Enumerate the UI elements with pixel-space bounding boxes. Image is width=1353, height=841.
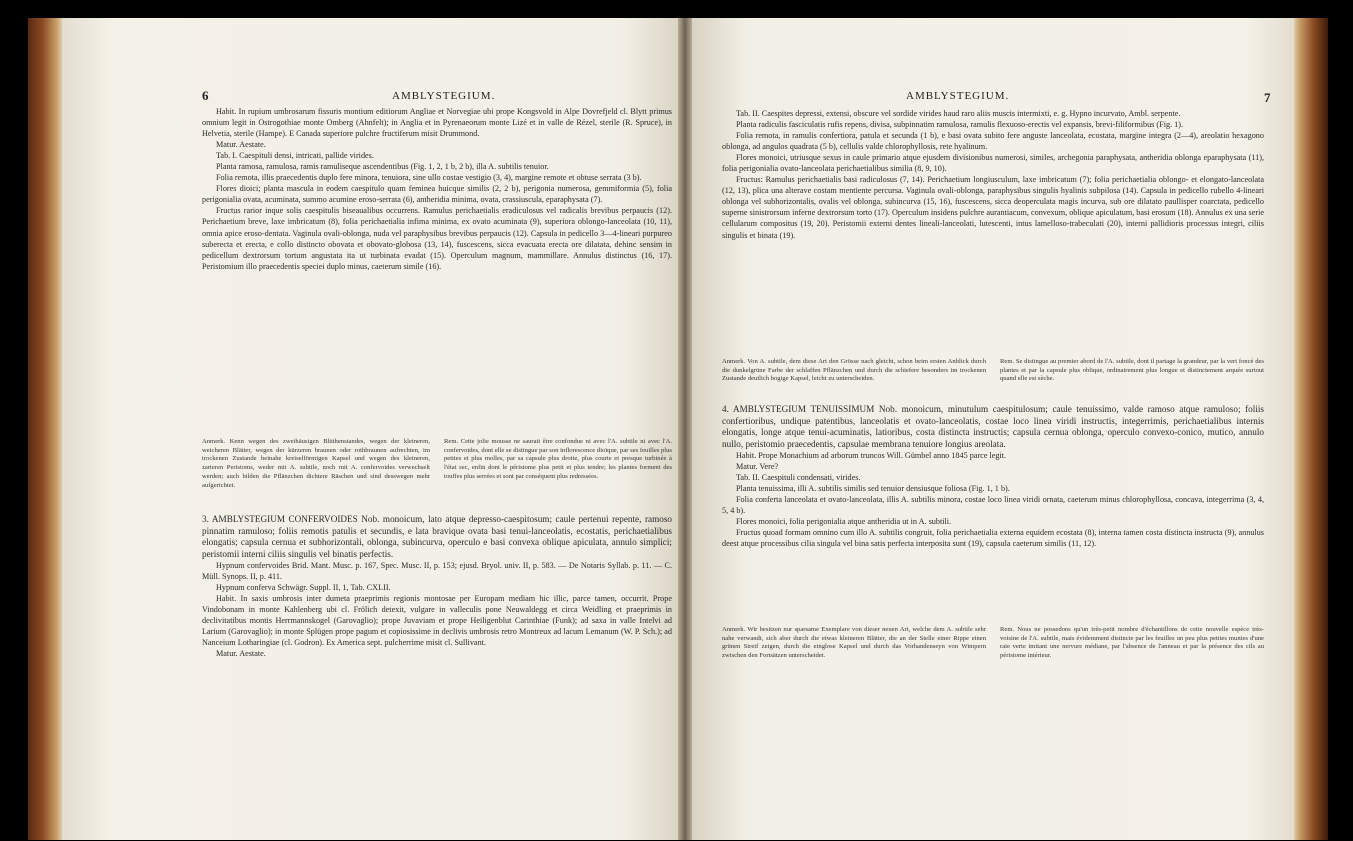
- running-header: AMBLYSTEGIUM.: [392, 90, 496, 102]
- footnote-german-2: [722, 626, 986, 661]
- footnote-french-2: [1000, 626, 1264, 661]
- book-gutter: [678, 18, 692, 840]
- footnote-french: [444, 438, 672, 482]
- paragraph: Flores dioici; planta mascula in eodem caespitulo quam feminea huicque similis (2, 2 b), perigonia numerosa, gemmiformia (5), folia perigonialia ovata, acuminata, summo acumine eroso-serrata (6), antheridia minima, ovata, crassiuscula, eparaphysata (7).: [202, 184, 672, 205]
- paragraph: Matur. Aestate.: [216, 140, 266, 150]
- species-heading: 4. AMBLYSTEGIUM TENUISSIMUM Nob. monoicum, minutulum caespitulosum; caule tenuissimo, valde ramoso atque ramuloso; foliis confertioribus, undique patentibus, lanceolatis et ovato-lanceolatis, costae loco linea viridi instructis, integerrimis, perichaetialibus internis elongatis, longe atque tenui-acuminatis, latioribus, costa distincta instructis; capsula cernua oblonga, operculo convexo-conico, mutico, annulo nullo, peristomio praecedentis, capsulae membrana tenuiore longius areolata.: [722, 404, 1264, 449]
- synonym: Hypnum confervoides Brid. Mant. Musc. p. 167, Spec. Musc. II, p. 153; ejusd. Bryol. univ. II, p. 583. — De Notaris Syllab. p. 11. — C. Müll. Synops. II, p. 411.: [202, 561, 672, 582]
- paragraph: Flores monoici, folia perigonialia atque antheridia ut in A. subtili.: [736, 517, 952, 527]
- left-page-edges: [28, 18, 64, 840]
- note-text: Rem. Nous ne possedons qu'un très-petit nombre d'échantillons de cette nouvelle espèce très-voisine de l'A. subtile, mais évidemment distincte par les feuilles un peu plus petites munies d'une raie verte imitant une nervure médiane, par l'absence de l'anneau et par la présence des cils au péristome intérieur.: [1000, 626, 1264, 660]
- left-main-text: [202, 106, 672, 272]
- paragraph: Tab. II. Caespituli condensati, virides.: [736, 473, 861, 483]
- note-text: Rem. Se distingue au premier abord de l'A. subtile, dont il partage la grandeur, par la vert foncé des plantes et par la capsule plus oblique, ordinairement plus longue et distinctement arquée surtout quand elle est sèche.: [1000, 358, 1264, 383]
- species-heading: 3. AMBLYSTEGIUM CONFERVOIDES Nob. monoicum, lato atque depresso-caespitosum; caule pertenui repente, ramoso pinnatim ramuloso; foliis remotis patulis et secundis, e lata bravique ovata basi tenui-lanceolatis, ecostatis, perichaetialibus elongatis; capsula cernua et subhorizontali, oblonga, subincurva, operculo e basi convexa oblique apiculata, annulo simplici; peristomii interni ciliis singulis vel binatis perfectis.: [202, 514, 672, 559]
- running-header: AMBLYSTEGIUM.: [906, 90, 1010, 102]
- paragraph: Flores monoici, utriusque sexus in caule primario atque ejusdem divisionibus numerosi, similes, archegonia paraphysata, antheridia oblonga eparaphysata (11), folia perigonialia ovato-lanceolata perichaetialibus similia (8, 9, 10).: [722, 153, 1264, 174]
- paragraph: Planta radiculis fasciculatis rufis repens, divisa, subpinnatim ramulosa, ramulis flexuoso-erectis vel expansis, brevi-filiformibus (Fig. 1).: [736, 120, 1184, 130]
- paragraph: Fructus quoad formam omnino cum illo A. subtilis congruit, folia perichaetialia externa equidem ecostata (8), interna tamen costa distincta instructa (9), annulus deest atque processibus cilia singula vel bina satis perfecta interposita sunt (19), capsula caeterum similis (11, 12).: [722, 528, 1264, 549]
- paragraph: Folia remota, in ramulis confertiora, patula et secunda (1 b), e basi ovata subito fere anguste lanceolata, ecostata, margine integra (2—4), areolatio hexagono oblonga, ad angulos quadrata (5 b), cellulis valde chlorophyllosis, rete hyalinum.: [722, 131, 1264, 152]
- paragraph: Planta tenuissima, illi A. subtilis similis sed tenuior densiusque foliosa (Fig. 1, 1 b).: [736, 484, 1010, 494]
- right-page: [686, 18, 1294, 840]
- footnote-german: [722, 358, 986, 384]
- footnote-german: [202, 438, 430, 490]
- species-4-section: [722, 400, 1264, 549]
- habitat: Habit. In saxis umbrosis inter dumeta praeprimis regionis montosae per Europam mediam hic illic, parce tamen, occurrit. Prope Vindobonam in monte Kahlenberg ubi cl. Frölich detexit, vulgare in valleculis pone Neuwaldegg et circa Weidling et praeprimis in declivitatibus montis Herrmannskogel (Garovaglio); prope Juvaviam et prope Heiligenblut Carinthiae (Funk); ad saxa in valle Intelvi ad Larium (Garovaglio); in monte Splügen prope pagum et copiosissime in declivis umbrosis retro Montreux ad lacum Lemanum (W. P. Sch.); ad Nanceium Lotharingiae (cl. Godron). Ex America sept. pulcherrime misit cl. Sullivant.: [202, 594, 672, 648]
- left-page: [62, 18, 684, 840]
- paragraph: Tab. I. Caespituli densi, intricati, pallide virides.: [216, 151, 374, 161]
- note-text: Anmerk. Kenn wegen des zweihäusigen Blüthenstandes, wegen der kleineren, weicheren Blätter, wegen der kürzeren braunen oder rothbraunen aufrechten, im trockenen Zustande beinahe kreiselförmigen Kapsel und wegen des kleineren, zarteren Peristoms, weder mit A. subtile, noch mit A. confervoides verwechselt werden; auch bilden die Pflänzchen dichtere Räschen und sind desswegen mehr aufgerichtet.: [202, 438, 430, 489]
- paragraph: Folia remota, illis praecedentis duplo fere minora, tenuiora, sine ullo costae vestigio (3, 4), margine remote et obtuse serrata (3 b).: [216, 173, 642, 183]
- paragraph: Fructus rarior inque solis caespitulis biseaualibus occurrens. Ramulus perichaetialis eradiculosus vel radicalis brevibus perpaucis (12). Perichaetium breve, laxe imbricatum (8), folia perichaetialia infima minima, ex ovato acuminata (9), superiora oblongo-lanceolata (10, 11), omnia apice eroso-dentata. Vaginula ovali-oblonga, nuda vel paraphysibus brevibus perpaucis (12). Capsula in pedicello 3—4-lineari purpureo suberecta et erecta, e collo distincto obovata et obovato-globosa (13, 14), fuscescens, sicca evacuata erecta ore dilatata, dehinc sensim in pedicellum dextrorsum tortum angustata ita ut turbinata evadat (15). Operculum magnum, mammillare. Annulus distinctus (16, 17). Peristomium illo praecedentis speciei duplo minus, caeterum simile (16).: [202, 206, 672, 271]
- right-main-text: [722, 108, 1264, 241]
- page-number: 7: [1264, 90, 1271, 105]
- habitat: Habit. Prope Monachium ad arborum truncos Will. Gümbel anno 1845 parce legit.: [736, 451, 1007, 460]
- paragraph: Planta ramosa, ramulosa, ramis ramuliseque ascendentibus (Fig. 1, 2, 1 b, 2 b), illa A. subtilis tenuior.: [216, 162, 549, 172]
- paragraph: Tab. II. Caespites depressi, extensi, obscure vel sordide virides haud raro aliis muscis intermixti, e. g. Hypno incurvato, Ambl. serpente.: [736, 109, 1181, 118]
- note-text: Anmerk. Wir besitzen nur sparsame Exemplare von dieser neuen Art, welche dem A. subtile sehr nahe verwandt, sich aber durch die etwas kleineren Blätter, die an der Stelle einer Rippe einen grünen Streif zeigen, durch die einglose Kapsel und durch das Vorhandenseyn von Wimpern zwischen den Fortsätzen unterscheidet.: [722, 626, 986, 660]
- right-page-edges: [1292, 18, 1328, 840]
- note-text: Anmerk. Von A. subtile, dem diese Art den Grösse nach gleicht, schon beim ersten Anblick durch die dunkelgrüne Farbe der schlaffen Pflänzchen und durch die schiefere besonders im trockenen Zustande deutlich bogige Kapsel, leicht zu unterscheiden.: [722, 358, 986, 383]
- paragraph: Habit. In rupium umbrosarum fissuris montium editiorum Angliae et Norvegiae ubi prope Kongsvold in Alpe Dovrefjeld cl. Blytt primus omnium legit in Ostrogothiae monte Omberg (Ahnfelt); in Anglia et in Pyrenaeorum monte Lizé et in valle de Rézel, sterile (R. Spruce), in Helvetia, sterile (Hampe). E Canada superiore pulchre fructiferum misit Drummond.: [202, 107, 672, 139]
- paragraph: Fructus: Ramulus perichaetialis basi radiculosus (7, 14). Perichaetium longiusculum, laxe imbricatum (7); folia perichaetialia oblongo- et elongato-lanceolata (12, 13), plica una alterave costam mentiente percursa. Vaginula ovali-oblonga, paraphysibus singulis hyalinis subpilosa (14). Capsula in pedicello rubello 4-lineari oblonga vel subhorizontalis, ovalis vel oblonga, subincurva (15, 16), fuscescens, sicca deoperculata magis incurva, sub ore dilatato paullisper coarctata, pedicello superne sinistrorsum inferne dextrorsum torto (17). Operculum insidens pulchre aurantiacum, convexum, oblique apiculatum, basi erosum (18). Annulus ex una serie cellularum compositus (19, 20). Peristomii externi dentes lineali-lanceolati, lutescenti, intus lamelloso-trabeculati (20), interni pallidioris processus integri, ciliis singulis et binata (19).: [722, 175, 1264, 240]
- page-number: 6: [202, 88, 209, 103]
- maturity: Matur. Aestate.: [216, 649, 266, 659]
- species-3-section: [202, 510, 672, 659]
- footnote-french: [1000, 358, 1264, 384]
- paragraph: Folia conferta lanceolata et ovato-lanceolata, illis A. subtilis minora, costae loco linea viridi ornata, caeterum minus chlorophyllosa, concava, integerrima (3, 4, 5, 4 b).: [722, 495, 1264, 516]
- note-text: Rem. Cette jolie mousse ne saurait être confondue ni avec l'A. subtile ni avec l'A. confervoides, dont elle se distingue par son inflorescence dioïque, par ses feuilles plus petites et plus molles, par sa capsule plus droite, plus courte et presque turbinée à l'état sec, enfin dont le péristome plus petit et plus tendre; les plantes forment des touffes plus serrées et sont par conséquent plus redressées.: [444, 438, 672, 480]
- synonym: Hypnum conferva Schwägr. Suppl. II, 1, Tab. CXLII.: [216, 583, 391, 593]
- maturity: Matur. Vere?: [736, 462, 779, 472]
